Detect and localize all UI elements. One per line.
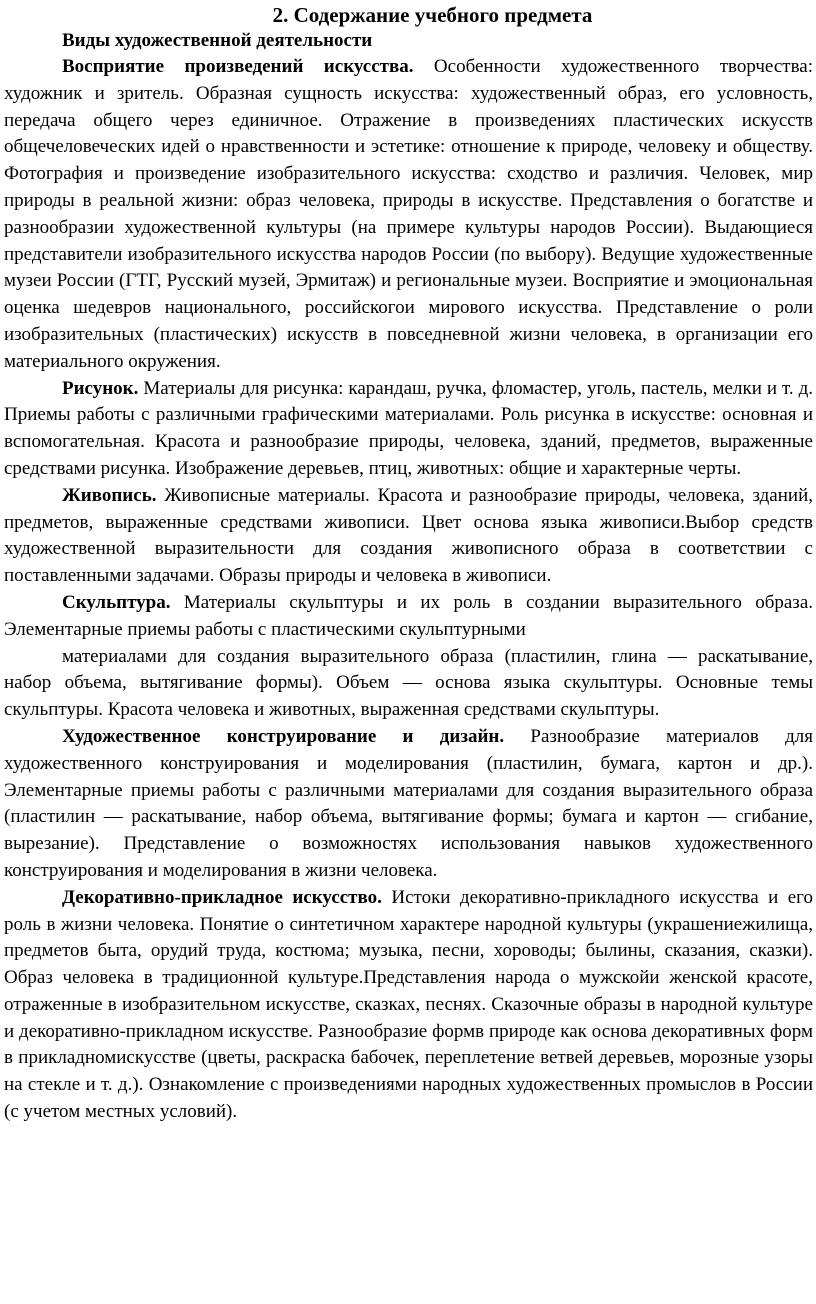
- paragraph-painting: [4, 483, 813, 590]
- paragraph-title: Восприятие произведений искусства.: [62, 56, 414, 77]
- paragraph-text: Особенности художественного творчества: художник и зритель. Образная сущность искусства: художественный образ, его условность, передача общего через единичное. Отражение в произведениях пластических искусств общечеловеческих идей о нравственности и эстетике: отношение к природе, человеку и обществу. Фотография и произведение изобразительного искусства: сходство и различия. Человек, мир природы в реальной жизни: образ человека, природы в искусстве. Представления о богатстве и разнообразии художественной культуры (на примере культуры народов России). Выдающиеся представители изобразительного искусства народов России (по выбору). Ведущие художественные музеи России (ГТГ, Русский музей, Эрмитаж) и региональные музеи. Восприятие и эмоциональная оценка шедевров национального, российскогои мирового искусства. Представление о роли изобразительных (пластических) искусств в повседневной жизни человека, в организации его материального окружения.: [4, 56, 813, 372]
- paragraph-text: Разнообразие материалов для художественного конструирования и моделирования (пластилин, бумага, картон и др.). Элементарные приемы работы с различными материалами для создания выразительного образа (пластилин — раскатывание, набор объема, вытягивание формы; бумага и картон — сгибание, вырезание). Представление о возможностях использования навыков художественного конструирования и моделирования в жизни человека.: [4, 725, 814, 881]
- paragraph-text: Живописные материалы. Красота и разнообразие природы, человека, зданий, предметов, выраженные средствами живописи. Цвет основа языка живописи.Выбор средств художественной выразительности для создания живописного образа в соответствии с поставленными задачами. Образы природы и человека в живописи.: [4, 484, 813, 587]
- paragraph-text: Материалы для рисунка: карандаш, ручка, фломастер, уголь, пастель, мелки и т. д. Приемы работы с различными графическими материалами. Роль рисунка в искусстве: основная и вспомогательная. Красота и разнообразие природы, человека, зданий, предметов, выраженные средствами рисунка. Изображение деревьев, птиц, животных: общие и характерные черты.: [4, 377, 813, 479]
- paragraph-design: [4, 724, 813, 885]
- paragraph-sculpture: [4, 590, 813, 644]
- paragraph-title: Живопись.: [62, 484, 157, 506]
- paragraph-title: Скульптура.: [62, 591, 171, 613]
- section-subtitle: Виды художественной деятельности: [62, 30, 373, 51]
- paragraph-text: Истоки декоративно-прикладного искусства и его роль в жизни человека. Понятие о синтетичном характере народной культуры (украшениежилища, предметов быта, орудий труда, костюма; музыка, песни, хороводы; былины, сказания, сказки). Образ человека в традиционной культуре.Представления народа о мужскойи женской красоте, отраженные в изобразительном искусстве, сказках, песнях. Сказочные образы в народной культуре и декоративно-прикладном искусстве. Разнообразие формв природе как основа декоративных форм в прикладномискусстве (цветы, раскраска бабочек, переплетение ветвей деревьев, морозные узоры на стекле и т. д.). Ознакомление с произведениями народных художественных промыслов в России (с учетом местных условий).: [4, 886, 813, 1123]
- paragraph-text: Материалы скульптуры и их роль в создании выразительного образа. Элементарные приемы работы с пластическими скульптурными: [4, 591, 813, 640]
- paragraph-title: Рисунок.: [62, 377, 139, 399]
- paragraph-decorative: [4, 885, 813, 1126]
- paragraph-title: Декоративно-прикладное искусство.: [62, 886, 382, 908]
- paragraph-sculpture-continued: материалами для создания выразительного образа (пластилин, глина — раскатывание, набор объема, вытягивание формы). Объем — основа языка скульптуры. Основные темы скульптуры. Красота человека и животных, выраженная средствами скульптуры.: [4, 645, 813, 721]
- paragraph-title: Художественное конструирование и дизайн.: [62, 725, 505, 747]
- page-title: 2. Содержание учебного предмета: [272, 3, 593, 27]
- paragraph-perception: [4, 54, 813, 376]
- paragraph-drawing: [4, 376, 813, 483]
